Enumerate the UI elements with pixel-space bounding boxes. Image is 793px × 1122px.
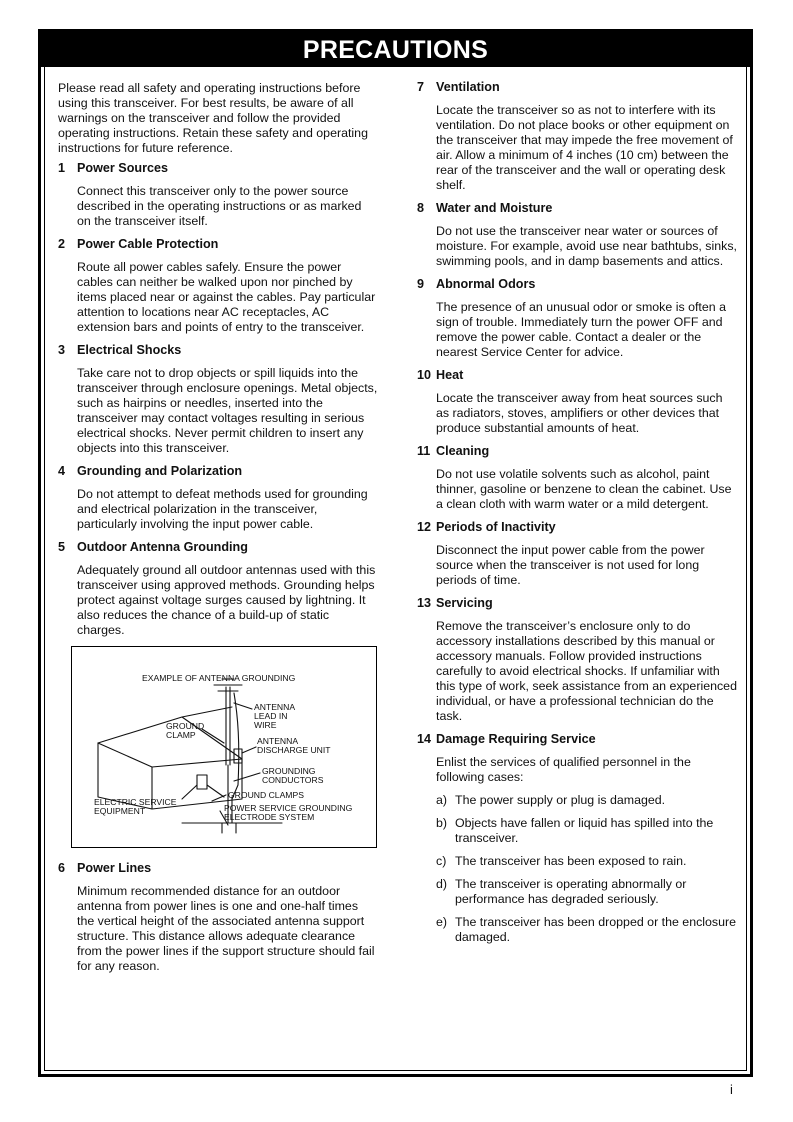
section-heading xyxy=(58,861,378,876)
section-body: Do not use the transceiver near water or sources of moisture. For example, avoid use near bathtubs, sinks, swimming pools, and in damp basements and attics. xyxy=(436,224,737,268)
section-title: Cleaning xyxy=(436,444,490,458)
section-number: 4 xyxy=(58,464,66,478)
page-number: i xyxy=(730,1082,733,1097)
section-heading xyxy=(58,540,378,555)
leader-ground-clamp xyxy=(202,729,224,743)
section-number: 8 xyxy=(417,201,425,215)
section-body: Locate the transceiver so as not to interfere with its ventilation. Do not place books or other equipment on the transceiver that may impede the free movement of air. Allow a minimum of 4 inches (10 cm) between the rear of the transceiver and the wall or operating desk shelf. xyxy=(436,103,733,192)
label-electric-service-equipment: ELECTRIC SERVICE EQUIPMENT xyxy=(94,797,177,816)
label-ground-clamps: GROUND CLAMPS xyxy=(228,790,304,800)
section-title: Heat xyxy=(436,368,464,382)
section-number: 1 xyxy=(58,161,66,175)
leader-discharge-unit xyxy=(242,747,256,753)
diagram-title: EXAMPLE OF ANTENNA GROUNDING xyxy=(142,673,296,683)
section-number: 13 xyxy=(417,596,432,610)
section-number: 2 xyxy=(58,237,66,251)
section-body: Disconnect the input power cable from the power source when the transceiver is not used for long periods of time. xyxy=(436,543,705,587)
label-antenna-discharge-unit: ANTENNA DISCHARGE UNIT xyxy=(257,736,331,755)
section-body: Take care not to drop objects or spill liquids into the transceiver through enclosure openings. Metal objects, such as hairpins or needles, inserted into the transceiver may contact voltages resulting in serious electrical shocks. Never permit children to insert any objects into this transceiver. xyxy=(77,366,378,455)
intro-paragraph: Please read all safety and operating instructions before using this transceiver. For best results, be aware of all warnings on the transceiver and follow the provided operating instructions. Retain these safety and operating instructions for future reference. xyxy=(58,81,368,155)
section-title: Abnormal Odors xyxy=(436,277,536,291)
leader-service-equipment xyxy=(182,785,197,799)
section-heading xyxy=(58,464,378,479)
section-number: 12 xyxy=(417,520,432,534)
leader-antenna xyxy=(234,703,252,709)
section-heading xyxy=(417,596,737,611)
section-body: Route all power cables safely. Ensure the power cables can neither be walked upon nor pinched by items placed near or against the cables. Pay particular attention to locations near AC receptacles, AC extension bars and points of entry to the transceiver. xyxy=(77,260,376,334)
section-power-sources xyxy=(58,161,378,229)
section-grounding-polarization xyxy=(58,464,378,532)
section-heading xyxy=(58,161,378,176)
case-letter: a) xyxy=(436,793,448,807)
section-body: Connect this transceiver only to the power source described in the operating instructions or as marked on the transceiver itself. xyxy=(77,184,362,228)
case-text: The power supply or plug is damaged. xyxy=(455,793,666,807)
section-heading xyxy=(58,237,378,252)
service-cases-list xyxy=(436,793,737,945)
list-item xyxy=(436,854,737,869)
section-body: Minimum recommended distance for an outdoor antenna from power lines is one and one-half times the vertical height of the associated antenna support structure. This distance allows adequate clearance from the power lines if the support structure should fail for any reason. xyxy=(77,884,375,973)
section-cleaning xyxy=(417,444,737,512)
right-column xyxy=(417,80,737,953)
section-body: The presence of an unusual odor or smoke is often a sign of trouble. Immediately turn the power OFF and remove the power cable. Contact a dealer or the nearest Service Center for advice. xyxy=(436,300,726,359)
section-body: Do not use volatile solvents such as alcohol, paint thinner, gasoline or benzene to clean the cabinet. Use a clean cloth with warm water or a mild detergent. xyxy=(436,467,732,511)
section-heading xyxy=(417,201,737,216)
service-wire xyxy=(207,785,224,797)
case-text: The transceiver is operating abnormally or performance has degraded seriously. xyxy=(455,877,687,906)
lead-in-wire-path xyxy=(232,693,239,799)
section-damage-requiring-service xyxy=(417,732,737,945)
section-title: Power Cable Protection xyxy=(77,237,219,251)
section-abnormal-odors xyxy=(417,277,737,360)
section-number: 9 xyxy=(417,277,425,291)
section-title: Outdoor Antenna Grounding xyxy=(77,540,248,554)
section-heading xyxy=(417,520,737,535)
section-body: Do not attempt to defeat methods used for grounding and electrical polarization in the transceiver, particularly involving the input power cable. xyxy=(77,487,368,531)
section-number: 11 xyxy=(417,444,431,458)
section-heading xyxy=(417,732,737,747)
case-text: The transceiver has been dropped or the enclosure damaged. xyxy=(455,915,737,944)
case-text: The transceiver has been exposed to rain. xyxy=(455,854,687,868)
section-power-lines xyxy=(58,861,378,974)
section-water-moisture xyxy=(417,201,737,269)
section-heat xyxy=(417,368,737,436)
case-letter: c) xyxy=(436,854,447,868)
list-item xyxy=(436,915,737,945)
case-text: Objects have fallen or liquid has spilled into the transceiver. xyxy=(455,816,714,845)
section-heading xyxy=(58,343,378,358)
section-number: 5 xyxy=(58,540,66,554)
section-heading xyxy=(417,277,737,292)
section-title: Power Lines xyxy=(77,861,152,875)
section-title: Ventilation xyxy=(436,80,500,94)
section-outdoor-antenna-grounding xyxy=(58,540,378,638)
case-letter: b) xyxy=(436,816,448,830)
page-title: PRECAUTIONS xyxy=(41,32,750,67)
case-letter: e) xyxy=(436,915,448,929)
section-number: 7 xyxy=(417,80,425,94)
label-ground-clamp: GROUND CLAMP xyxy=(166,721,205,740)
section-heading xyxy=(417,80,737,95)
page-frame xyxy=(38,29,753,1077)
section-body: Remove the transceiver’s enclosure only to do accessory installations described by this manual or accessory manuals. Follow provided instructions carefully to avoid electrical shocks. If unfamiliar with this type of work, seek assistance from an experienced individual, or have a professional technician do the task. xyxy=(436,619,737,723)
label-power-service-grounding: POWER SERVICE GROUNDING ELECTRODE SYSTEM xyxy=(224,803,353,822)
section-title: Water and Moisture xyxy=(436,201,553,215)
section-number: 14 xyxy=(417,732,432,746)
leader-ground-clamps xyxy=(212,795,226,801)
list-item xyxy=(436,877,737,907)
section-heading xyxy=(417,444,737,459)
section-servicing xyxy=(417,596,737,724)
section-power-cable-protection xyxy=(58,237,378,335)
section-electrical-shocks xyxy=(58,343,378,456)
section-number: 3 xyxy=(58,343,66,357)
service-equipment-box xyxy=(197,775,207,789)
section-heading xyxy=(417,368,737,383)
section-title: Periods of Inactivity xyxy=(436,520,556,534)
label-antenna-lead-in-wire: ANTENNA LEAD IN WIRE xyxy=(254,702,296,730)
section-title: Power Sources xyxy=(77,161,168,175)
section-number: 10 xyxy=(417,368,432,382)
section-number: 6 xyxy=(58,861,66,875)
section-body: Locate the transceiver away from heat sources such as radiators, stoves, amplifiers or other devices that produce substantial amounts of heat. xyxy=(436,391,723,435)
section-title: Electrical Shocks xyxy=(77,343,182,357)
section-title: Servicing xyxy=(436,596,493,610)
left-column xyxy=(58,81,378,982)
roof-ridge xyxy=(182,707,232,717)
section-body: Enlist the services of qualified personnel in the following cases: xyxy=(436,755,691,784)
list-item xyxy=(436,816,737,846)
list-item xyxy=(436,793,737,808)
section-ventilation xyxy=(417,80,737,193)
section-body: Adequately ground all outdoor antennas used with this transceiver using approved methods. Grounding helps protect against voltage surges caused by lightning. It also reduces the chance of a build-up of static charges. xyxy=(77,563,376,637)
section-title: Damage Requiring Service xyxy=(436,732,596,746)
case-letter: d) xyxy=(436,877,448,891)
section-title: Grounding and Polarization xyxy=(77,464,243,478)
ground-electrodes xyxy=(222,823,236,833)
antenna-grounding-diagram xyxy=(71,646,377,848)
label-grounding-conductors: GROUNDING CONDUCTORS xyxy=(262,766,324,785)
section-periods-of-inactivity xyxy=(417,520,737,588)
